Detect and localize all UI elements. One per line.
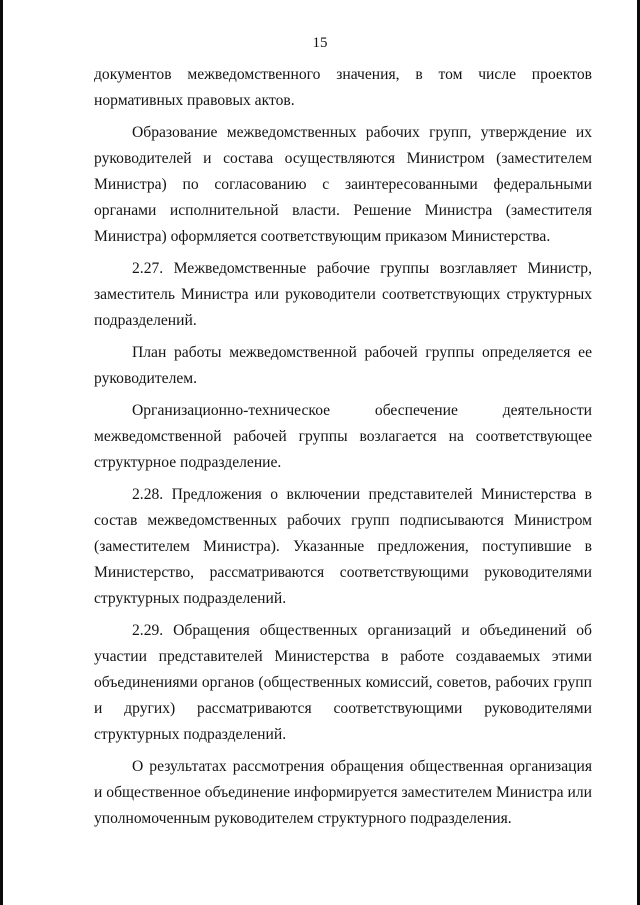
paragraph-2: Образование межведомственных рабочих групп, утверждение их руководителей и состава осуществляются Министром (заместителем Министра) по согласованию с заинтересованными федеральными органами исполнительной власти. Решение Министра (заместителя Министра) оформляется соответствующим приказом Министерства. [94,124,592,245]
paragraph-6: 2.28. Предложения о включении представителей Министерства в состав межведомственных рабочих групп подписываются Министром (заместителем Министра). Указанные предложения, поступившие в Министерство, рассматриваются соответствующими руководителями структурных подразделений. [94,486,592,607]
paragraph-4: План работы межведомственной рабочей группы определяется ее руководителем. [94,344,592,387]
scan-left-edge [0,0,3,905]
paragraph-7: 2.29. Обращения общественных организаций и объединений об участии представителей Министерства в работе создаваемых этими объединениями органов (общественных комиссий, советов, рабочих групп и других) рассматриваются соответствующими руководителями структурных подразделений. [94,622,592,743]
page-number: 15 [312,35,328,51]
document-body [94,62,592,838]
paragraph-1: документов межведомственного значения, в том числе проектов нормативных правовых актов. [94,66,592,109]
paragraph-3: 2.27. Межведомственные рабочие группы возглавляет Министр, заместитель Министра или руководители соответствующих структурных подразделений. [94,260,592,329]
paragraph-8: О результатах рассмотрения обращения общественная организация и общественное объединение информируется заместителем Министра или уполномоченным руководителем структурного подразделения. [94,758,592,827]
paragraph-5: Организационно-техническое обеспечение деятельности межведомственной рабочей группы возлагается на соответствующее структурное подразделение. [94,402,592,471]
